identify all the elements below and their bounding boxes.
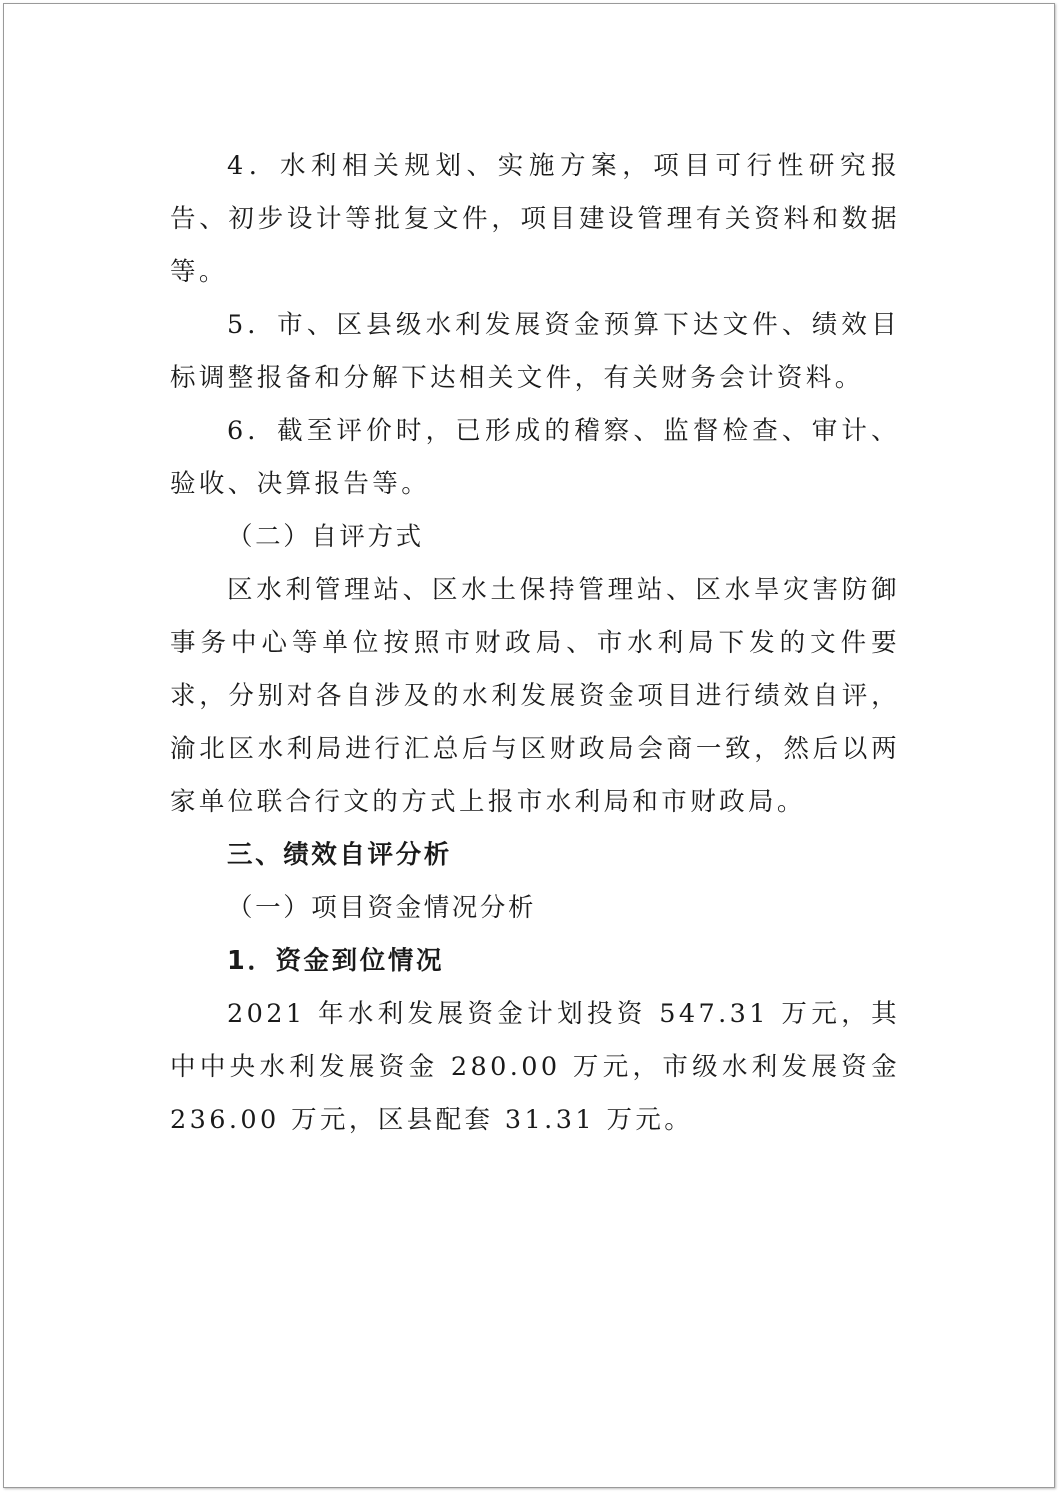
list-item-6: 6．截至评价时，已形成的稽察、监督检查、审计、验收、决算报告等。 <box>170 416 900 499</box>
item-heading-fund-arrival: 1．资金到位情况 <box>227 946 445 976</box>
subheading-fund-analysis: （一）项目资金情况分析 <box>227 893 537 923</box>
document-page <box>3 3 1055 1488</box>
list-item-5: 5．市、区县级水利发展资金预算下达文件、绩效目标调整报备和分解下达相关文件，有关财务会计资料。 <box>170 310 900 393</box>
funding-paragraph: 2021 年水利发展资金计划投资 547.31 万元，其中中央水利发展资金 280.00 万元，市级水利发展资金 236.00 万元，区县配套 31.31 万元。 <box>170 999 900 1135</box>
method-paragraph: 区水利管理站、区水土保持管理站、区水旱灾害防御事务中心等单位按照市财政局、市水利局下发的文件要求，分别对各自涉及的水利发展资金项目进行绩效自评，渝北区水利局进行汇总后与区财政局会商一致，然后以两家单位联合行文的方式上报市水利局和市财政局。 <box>170 575 900 817</box>
document-body <box>170 140 900 1147</box>
section-heading-analysis: 三、绩效自评分析 <box>227 840 452 870</box>
subheading-self-evaluation-method: （二）自评方式 <box>227 522 424 552</box>
list-item-4: 4．水利相关规划、实施方案，项目可行性研究报告、初步设计等批复文件，项目建设管理有关资料和数据等。 <box>170 151 900 287</box>
